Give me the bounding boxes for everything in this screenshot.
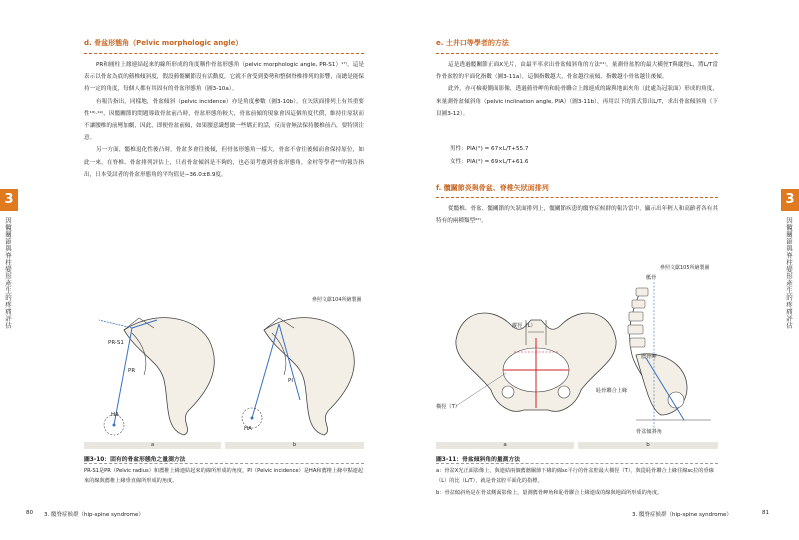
label-pia: 骨盆傾斜角	[636, 429, 662, 435]
page-number-right: 81	[762, 510, 769, 516]
section-d-title: d. 骨盆形態角（Pelvic morphologic angle）	[84, 39, 243, 47]
figure-reference-right: 參照文獻105所繪製圖	[660, 265, 710, 271]
right-body-e	[436, 59, 718, 120]
label-ha-b: HA	[244, 426, 252, 432]
formula-male: 男性：PIA(°) = 67×L/T+55.7	[450, 146, 529, 152]
section-f-title: f. 髖關節炎與骨盆、脊椎矢狀面排列	[436, 184, 549, 192]
label-pi: PI	[288, 378, 293, 384]
label-pr-s1: PR-S1	[108, 340, 124, 346]
caption-line-b: b：骨盆傾斜角是在骨盆側面影像上，量測薦骨岬角和恥骨聯合上緣連成的線與地面所形成的角度。	[436, 490, 663, 496]
caption-title-3-11: 圖3-11：骨盆傾斜角的量測方法	[436, 457, 521, 463]
label-transverse: 橫徑（T）	[436, 404, 460, 410]
panel-b-bar-left: b	[225, 442, 364, 449]
left-body	[84, 59, 364, 181]
page-number-left: 80	[26, 510, 33, 516]
chapter-tab-right: 3	[781, 189, 799, 211]
section-d-divider	[84, 53, 364, 54]
caption-divider-left	[84, 463, 364, 464]
label-sacral-promontory: 薦骨岬	[641, 354, 657, 360]
left-paragraph-3: 另一方面，髖椎退化性後凸時，骨盆多會往後傾，但骨盆形態角一樣大，骨盆不會往後傾而會保持原位，如此一來，在脊椎、骨盆排列評估上，只看骨盆傾斜是不夠的，也必須考慮到骨盆形態角，金村等學者²⁰⁾的報告指出，日本受試者的骨盆形態角的平均值是−36.0±8.9度。	[84, 147, 364, 178]
chapter-tab-left: 3	[0, 189, 18, 211]
left-paragraph-2: 有報告指出，同樣地，骨盆傾斜（pelvic incidence）亦是角度參數（圖3-10b）。在矢狀面排列上有其重要性¹⁸⁾·¹⁹⁾，因髖關節的問題導致骨盆前凸時，骨盆形態角較大，骨盆前傾的現象會因這個角度代償，維持住原狀而不讓腰椎的前彎加劇，因此，即便骨盆前傾，如果腰意識想做一些矯正的話，反而會無法保持腰椎前凸，要特別注意。	[84, 98, 364, 142]
panel-a-bar-left: a	[84, 442, 221, 449]
section-e-divider	[436, 53, 718, 54]
side-text-left: 因髖關節與脊柱變形產生的疼痛評估	[4, 217, 12, 329]
label-ha-a: HA	[111, 412, 119, 418]
label-sacral: 骶骨	[646, 275, 657, 281]
panel-a-bar-right: a	[436, 442, 574, 449]
running-title-right: 3. 髖脊症候群（hip-spine syndrome）	[632, 512, 732, 518]
caption-text-3-10: PR-S1是PR（Pelvic radius）和薦椎上緣連結起來的線所形成的角度，PI（Pelvic incidence）是HA和薦椎上緣中點連起來的線與薦椎上緣垂直線所形成的角度。	[84, 468, 364, 484]
right-paragraph-2: 此外，亦可檢視側面影像，透過薦骨岬角和恥骨聯合上緣連成的線與地面夾角（此處為冠狀面）形成的角度，來量測骨盆傾斜角（pelvic inclination angle, PIA）（圖3-11b），再用以下的算式算出L/T，求出骨盆傾斜角（下頁圖3-12）。	[436, 86, 718, 117]
label-symphysis: 恥骨聯合上緣	[596, 388, 628, 394]
label-longitudinal: 縱徑（L）	[512, 323, 536, 329]
right-paragraph-f	[436, 203, 718, 227]
running-title-left: 3. 髖脊症候群（hip-spine syndrome）	[44, 512, 144, 518]
right-paragraph-3: 從髖椎、骨盆、髖關節的矢狀面排列上，髖關節疾患的髖脊症候群的報告當中，顯示出年輕人和高齡者各有其特有的兩種類型²²⁾。	[436, 206, 718, 225]
caption-title-3-10: 圖3-10：固有的骨盆形態角之量測方法	[84, 457, 186, 463]
right-paragraph-1: 這是透過髖關節正面X光片，由最平率求出骨盆傾斜角的方法²¹⁾，量測骨盆腔的最大橫徑T與縱徑L，將L/T當作骨盆腔的平面化指數（圖3-11a），這個指數越大，骨盆越往前傾，指數越小骨盆越往後傾。	[436, 62, 718, 81]
caption-line-a: a：骨盆X光正面影像上，與連結兩個薦髂關節下緣的線sc平行的骨盆腔最大橫徑（T），與從恥骨聯合上緣往線sc拉的垂線（L）的比（L/T），就是骨盆腔平面化的指標。	[436, 468, 714, 484]
section-e-title: e. 土井口等學者的方法	[436, 39, 509, 47]
side-text-right: 因髖關節與脊柱變形產生的疼痛評估	[785, 217, 793, 329]
label-pr: PR	[128, 368, 136, 374]
caption-divider-right	[436, 463, 718, 464]
left-paragraph-1: PR和圓柱上緣連結起來的線所形成的角度稱作骨盆形態角（pelvic morphologic angle, PR-S1）¹⁷⁾，這是表示以骨盆為底的薦椎傾斜度，假設薦髂關節沒有活動度，它就不會受到姿勢和整個脊椎排列的影響，而總是能保持一定的角度，每個人都有其固有的骨盆形態角（圖3-10a）。	[84, 62, 364, 93]
panel-b-bar-right: b	[578, 442, 718, 449]
formula-female: 女性：PIA(°) = 69×L/T+61.6	[450, 159, 529, 165]
section-f-divider	[436, 197, 718, 198]
pelvis-figure-3-10	[84, 300, 364, 440]
figure-reference-left: 參照文獻104所繪製圖	[312, 297, 362, 303]
pelvis-figure-3-11	[436, 270, 718, 440]
